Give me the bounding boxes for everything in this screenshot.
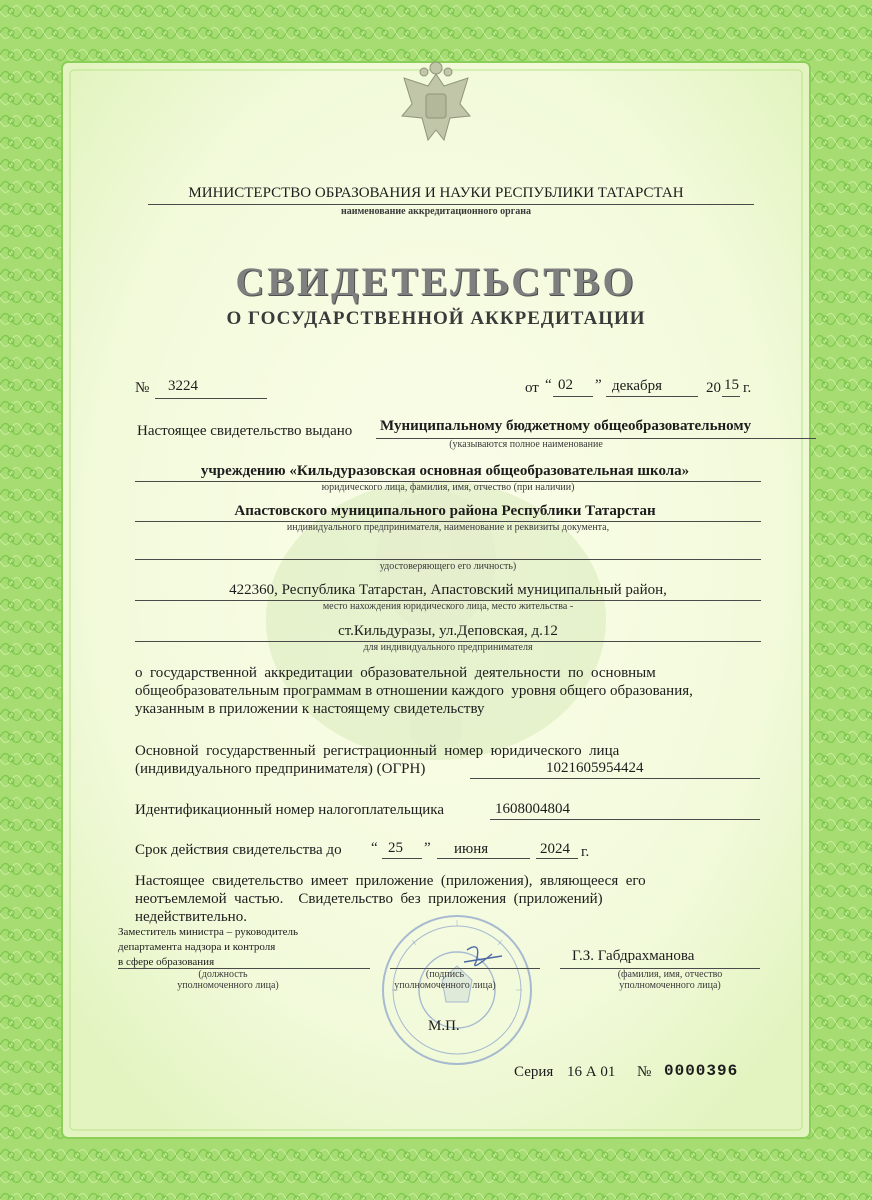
date-quote-close: ” (595, 377, 602, 393)
series-number-label: № (637, 1064, 652, 1080)
purpose-line-1: о государственной аккредитации образовательной деятельности по основным (135, 665, 656, 681)
date-month: декабря (612, 378, 663, 394)
validity-label: Срок действия свидетельства до (135, 842, 342, 858)
validity-day: 25 (388, 840, 403, 856)
certificate-number: 3224 (168, 378, 198, 394)
date-year-unit: г. (743, 380, 752, 396)
date-year-prefix: 20 (706, 380, 721, 396)
holder-address-line-1: 422360, Республика Татарстан, Апастовский муниципальный район, (229, 582, 667, 598)
document-title: СВИДЕТЕЛЬСТВО (235, 259, 637, 304)
series-label: Серия (514, 1064, 554, 1080)
date-year-suffix: 15 (724, 377, 739, 393)
appendix-line-3: недействительно. (135, 909, 247, 925)
ogrn-label-line-1: Основной государственный регистрационный номер юридического лица (135, 743, 620, 759)
series-value: 16 А 01 (567, 1064, 616, 1080)
stamp-place-label: М.П. (428, 1018, 460, 1034)
purpose-line-3: указанным в приложении к настоящему свидетельству (135, 701, 485, 717)
holder-caption-3: индивидуального предпринимателя, наименование и реквизиты документа, (286, 522, 610, 533)
coat-of-arms-icon (398, 56, 474, 156)
inn-value: 1608004804 (495, 801, 570, 817)
number-underline (155, 398, 267, 399)
issued-label: Настоящее свидетельство выдано (137, 423, 353, 439)
document-subtitle: О ГОСУДАРСТВЕННОЙ АККРЕДИТАЦИИ (226, 308, 646, 329)
holder-caption-2: юридического лица, фамилия, имя, отчество (при наличии) (321, 482, 575, 493)
signature-caption-2: уполномоченного лица) (394, 980, 496, 991)
ogrn-underline (470, 778, 760, 779)
name-caption-2: уполномоченного лица) (619, 980, 721, 991)
name-caption-1: (фамилия, имя, отчество (617, 969, 723, 980)
position-line-3: в сфере образования (118, 956, 215, 968)
position-caption-1: (должность (198, 969, 248, 980)
ogrn-label-line-2: (индивидуального предпринимателя) (ОГРН) (135, 761, 426, 777)
validity-year-underline (536, 858, 578, 859)
signatory-name: Г.З. Габдрахманова (572, 948, 695, 964)
appendix-line-1: Настоящее свидетельство имеет приложение (приложения), являющееся его (135, 873, 646, 889)
holder-address-line-2: ст.Кильдуразы, ул.Деповская, д.12 (338, 623, 558, 639)
holder-name-line-2: учреждению «Кильдуразовская основная общеобразовательная школа» (200, 463, 690, 479)
ogrn-value: 1021605954424 (546, 760, 644, 776)
date-quote-open: “ (545, 377, 552, 393)
date-prefix: от (525, 380, 539, 396)
holder-caption-4: удостоверяющего его личность) (379, 561, 517, 572)
holder-caption-1: (указываются полное наименование (449, 439, 603, 450)
validity-unit: г. (581, 844, 590, 860)
validity-quote-close: ” (424, 840, 431, 856)
validity-quote-open: “ (371, 840, 378, 856)
series-number: 0000396 (664, 1062, 739, 1080)
date-year-underline (722, 396, 740, 397)
holder-name-line-3: Апастовского муниципального района Республики Татарстан (234, 503, 656, 519)
position-caption-2: уполномоченного лица) (177, 980, 279, 991)
inn-underline (490, 819, 760, 820)
holder-name-line-1: Муниципальному бюджетному общеобразовательному (380, 418, 752, 434)
inn-label: Идентификационный номер налогоплательщика (135, 802, 445, 818)
organ-underline (148, 204, 754, 205)
appendix-line-2: неотъемлемой частью. Свидетельство без приложения (приложений) (135, 891, 603, 907)
address-caption-2: для индивидуального предпринимателя (363, 642, 533, 653)
purpose-line-2: общеобразовательным программам в отношении каждого уровня общего образования, (135, 683, 693, 699)
position-line-2: департамента надзора и контроля (118, 941, 276, 953)
address-caption-1: место нахождения юридического лица, место жительства - (322, 601, 574, 612)
validity-month: июня (454, 841, 489, 857)
date-day-underline (553, 396, 593, 397)
signature-caption-1: (подпись (425, 969, 465, 980)
accreditation-organ-name: МИНИСТЕРСТВО ОБРАЗОВАНИЯ И НАУКИ РЕСПУБЛИКИ ТАТАРСТАН (188, 185, 684, 201)
date-day: 02 (558, 377, 573, 393)
number-label: № (135, 380, 150, 396)
date-month-underline (606, 396, 698, 397)
position-line-1: Заместитель министра – руководитель (118, 926, 298, 938)
holder-line-4-underline (135, 559, 761, 560)
organ-caption: наименование аккредитационного органа (340, 206, 532, 217)
validity-month-underline (437, 858, 530, 859)
validity-year: 2024 (540, 841, 570, 857)
validity-day-underline (382, 858, 422, 859)
